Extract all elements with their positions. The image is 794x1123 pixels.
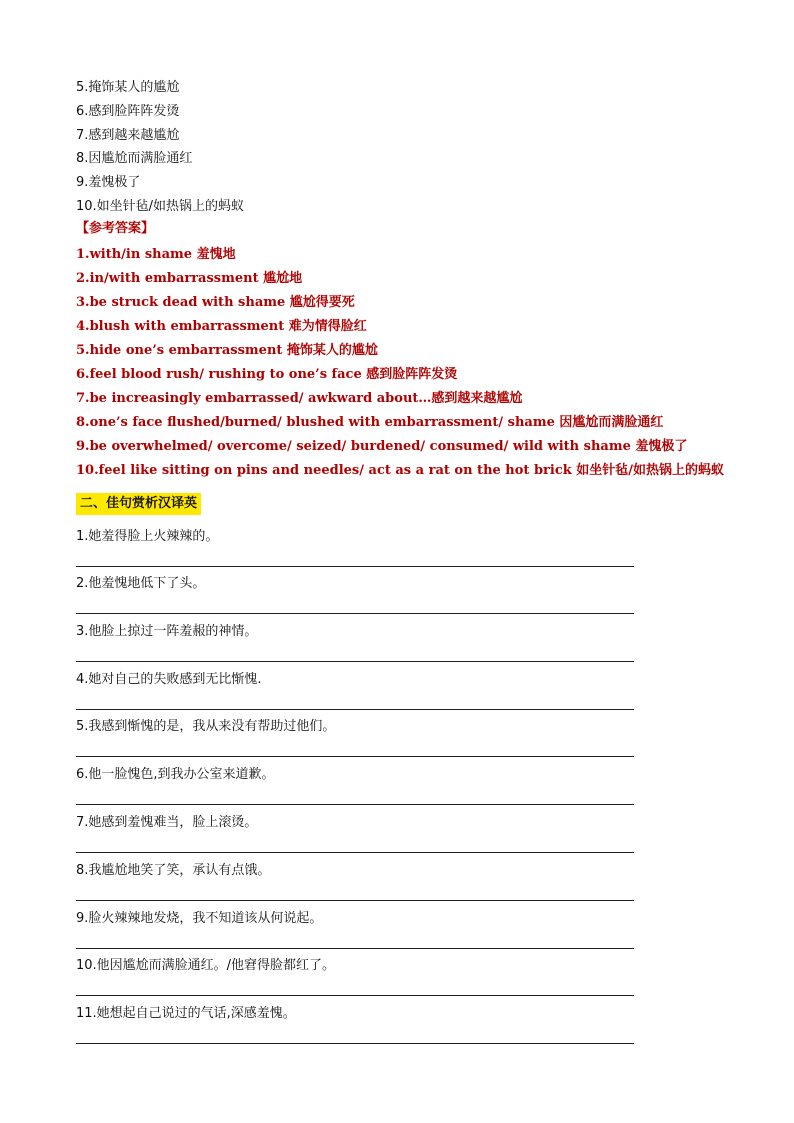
vocab-item: 8.因尴尬而满脸通红 (76, 151, 193, 166)
question-item: 11.她想起自己说过的气话,深感羞愧。 (76, 1006, 296, 1021)
answer-item: 8.one’s face flushed/burned/ blushed with embarrassment/ shame 因尴尬而满脸通红 (76, 415, 664, 430)
answer-item: 5.hide one’s embarrassment 掩饰某人的尴尬 (76, 343, 378, 358)
answer-item: 9.be overwhelmed/ overcome/ seized/ burdened/ consumed/ wild with shame 羞愧极了 (76, 439, 688, 454)
vocab-item: 7.感到越来越尴尬 (76, 128, 180, 143)
question-item: 4.她对自己的失败感到无比惭愧. (76, 672, 262, 687)
answer-item: 2.in/with embarrassment 尴尬地 (76, 271, 303, 286)
vocab-item: 5.掩饰某人的尴尬 (76, 80, 180, 95)
answer-blank-line[interactable] (76, 1043, 634, 1044)
question-item: 6.他一脸愧色,到我办公室来道歉。 (76, 767, 275, 782)
answer-blank-line[interactable] (76, 566, 634, 567)
question-item: 5.我感到惭愧的是，我从来没有帮助过他们。 (76, 719, 336, 734)
answer-heading: 【参考答案】 (76, 221, 155, 236)
question-item: 1.她羞得脸上火辣辣的。 (76, 529, 219, 544)
answer-blank-line[interactable] (76, 995, 634, 996)
question-item: 10.他因尴尬而满脸通红。/他窘得脸都红了。 (76, 958, 336, 973)
question-item: 3.他脸上掠过一阵羞赧的神情。 (76, 624, 258, 639)
answer-item: 7.be increasingly embarrassed/ awkward about…感到越来越尴尬 (76, 391, 523, 406)
answer-blank-line[interactable] (76, 948, 634, 949)
question-item: 8.我尴尬地笑了笑，承认有点饿。 (76, 863, 271, 878)
answer-blank-line[interactable] (76, 900, 634, 901)
answer-blank-line[interactable] (76, 804, 634, 805)
answer-blank-line[interactable] (76, 756, 634, 757)
question-item: 9.脸火辣辣地发烧，我不知道该从何说起。 (76, 911, 323, 926)
answer-blank-line[interactable] (76, 709, 634, 710)
vocab-item: 9.羞愧极了 (76, 175, 141, 190)
answer-blank-line[interactable] (76, 613, 634, 614)
answer-blank-line[interactable] (76, 852, 634, 853)
answer-item: 1.with/in shame 羞愧地 (76, 247, 236, 262)
vocab-item: 6.感到脸阵阵发烫 (76, 104, 180, 119)
answer-blank-line[interactable] (76, 661, 634, 662)
section-title: 二、佳句赏析汉译英 (76, 493, 201, 515)
question-item: 7.她感到羞愧难当，脸上滚烫。 (76, 815, 258, 830)
answer-item: 3.be struck dead with shame 尴尬得要死 (76, 295, 355, 310)
answer-item: 6.feel blood rush/ rushing to one’s face 感到脸阵阵发烫 (76, 367, 458, 382)
question-item: 2.他羞愧地低下了头。 (76, 576, 206, 591)
answer-item: 4.blush with embarrassment 难为情得脸红 (76, 319, 367, 334)
answer-item: 10.feel like sitting on pins and needles/ act as a rat on the hot brick 如坐针毡/如热锅上的蚂蚁 (76, 463, 725, 478)
vocab-item: 10.如坐针毡/如热锅上的蚂蚁 (76, 199, 245, 214)
